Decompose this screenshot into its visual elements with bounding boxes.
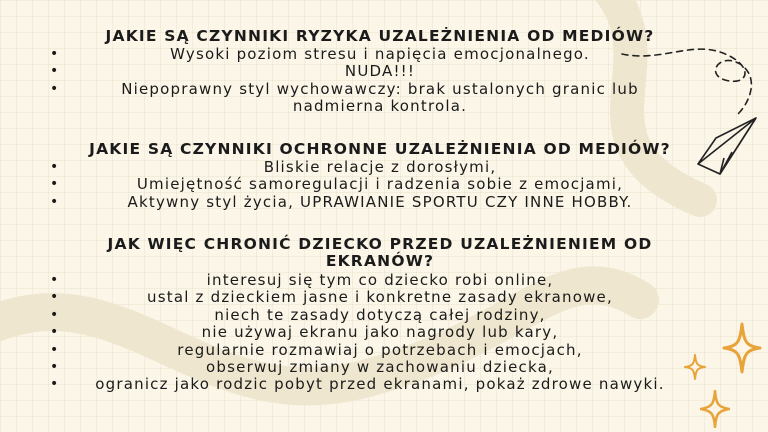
list-item: • ustal z dzieckiem jasne i konkretne zasady ekranowe, xyxy=(50,289,710,306)
section-heading-protection: JAK WIĘC CHRONIĆ DZIECKO PRZED UZALEŻNIENIEM OD EKRANÓW? xyxy=(107,235,653,270)
risk-factors-list xyxy=(50,46,710,116)
list-item: • niech te zasady dotyczą całej rodziny, xyxy=(50,307,710,324)
list-item: • Wysoki poziom stresu i napięcia emocjonalnego. xyxy=(50,46,710,63)
section-heading-risk: JAKIE SĄ CZYNNIKI RYZYKA UZALEŻNIENIA OD MEDIÓW? xyxy=(105,27,655,45)
list-item: • obserwuj zmiany w zachowaniu dziecka, xyxy=(50,359,710,376)
protective-factors-list xyxy=(50,159,710,211)
section-heading-protective: JAKIE SĄ CZYNNIKI OCHRONNE UZALEŻNIENIA OD MEDIÓW? xyxy=(89,140,671,158)
list-item: • Umiejętność samoregulacji i radzenia sobie z emocjami, xyxy=(50,176,710,193)
list-item: • regularnie rozmawiaj o potrzebach i emocjach, xyxy=(50,342,710,359)
list-item: • NUDA!!! xyxy=(50,63,710,80)
list-item: • Bliskie relacje z dorosłymi, xyxy=(50,159,710,176)
protection-tips-list xyxy=(50,272,710,394)
list-item: • nie używaj ekranu jako nagrody lub kary, xyxy=(50,324,710,341)
list-item: • Aktywny styl życia, UPRAWIANIE SPORTU CZY INNE HOBBY. xyxy=(50,194,710,211)
list-item: • ogranicz jako rodzic pobyt przed ekranami, pokaż zdrowe nawyki. xyxy=(50,376,710,393)
list-item: • interesuj się tym co dziecko robi online, xyxy=(50,272,710,289)
list-item: • Niepoprawny styl wychowawczy: brak ustalonych granic lub nadmierna kontrola. xyxy=(50,81,710,116)
